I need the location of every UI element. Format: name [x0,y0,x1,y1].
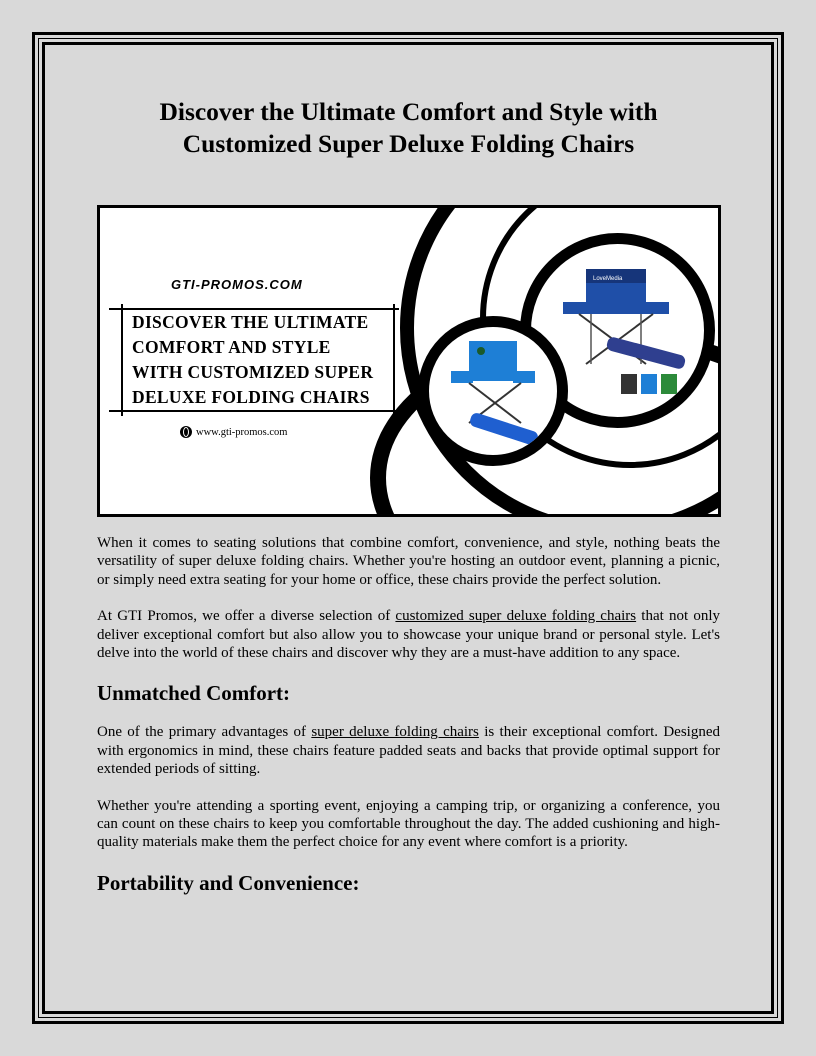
comfort-paragraph: One of the primary advantages of super deluxe folding chairs is their exceptional comfort. Designed with ergonomics in mind, these chairs feature padded seats and backs that provide optimal support for extended periods of sitting. [97,724,720,778]
globe-icon [180,426,192,438]
folding-chair-image [429,327,559,457]
customized-chairs-link[interactable]: customized super deluxe folding chairs [395,608,637,625]
hero-headline-box [121,304,395,416]
section-heading-comfort: Unmatched Comfort: [97,681,291,706]
svg-text:LoveMedia: LoveMedia [593,276,623,282]
brand-logo: GTI-PROMOS.COM [171,277,303,292]
section-heading-portability: Portability and Convenience: [97,870,360,895]
chair-photo-ring-small [418,316,568,466]
super-deluxe-chairs-link[interactable]: super deluxe folding chairs [311,724,479,741]
hero-banner [97,205,721,517]
hero-url-text: www.gti-promos.com [196,426,288,438]
hero-headline: DISCOVER THE ULTIMATE COMFORT AND STYLE WITH CUSTOMIZED SUPER DELUXE FOLDING CHAIRS [132,312,374,407]
document-body [97,96,720,896]
hero-background [100,208,718,514]
intro-paragraph: When it comes to seating solutions that combine comfort, convenience, and style, nothing beats the versatility of super deluxe folding chairs. Whether you're hosting an outdoor event, planning a picnic, or simply need extra seating for your home or office, these chairs provide the perfect solution. [97,535,720,588]
comfort-paragraph-2: Whether you're attending a sporting event, enjoying a camping trip, or organizing a conference, you can count on these chairs to keep you comfortable throughout the day. The added cushioning and high-quality materials make them the perfect choice for any event where comfort is a priority. [97,797,720,851]
gti-promos-paragraph: At GTI Promos, we offer a diverse selection of customized super deluxe folding chairs that not only deliver exceptional comfort but also allow you to showcase your unique brand or personal style. Let's delve into the world of these chairs and discover why they are a must-have addition to any space. [97,608,720,662]
hero-website [180,426,287,438]
document-title: Discover the Ultimate Comfort and Style with Customized Super Deluxe Folding Chairs [159,97,658,158]
